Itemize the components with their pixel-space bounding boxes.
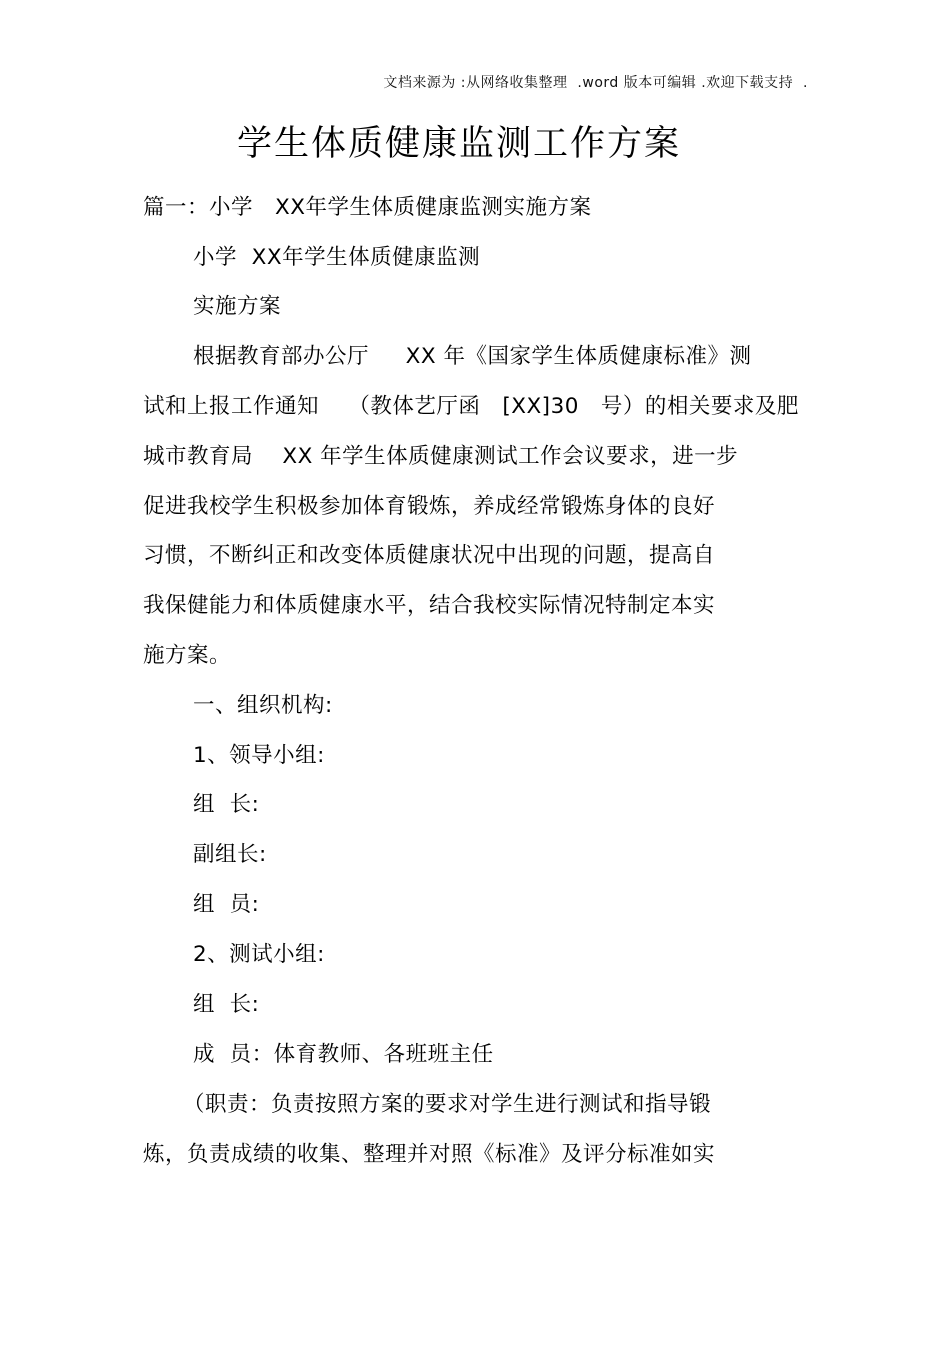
paragraph-line: 促进我校学生积极参加体育锻炼，养成经常锻炼身体的良好 [143, 494, 716, 519]
subtitle-line: 实施方案 [193, 294, 282, 319]
list-item: 副组长: [193, 842, 267, 867]
document-title: 学生体质健康监测工作方案 [236, 124, 681, 164]
list-item: 2、测试小组: [193, 942, 325, 967]
list-item: 组 长: [193, 792, 260, 817]
paragraph-line: 城市教育局 XX 年学生体质健康测试工作会议要求，进一步 [143, 444, 739, 469]
paragraph-line: 炼，负责成绩的收集、整理并对照《标准》及评分标准如实 [143, 1142, 716, 1167]
list-item: 组 长: [193, 992, 260, 1017]
list-item: 成 员：体育教师、各班班主任 [193, 1042, 494, 1067]
paragraph-line: （职责：负责按照方案的要求对学生进行测试和指导锻 [183, 1092, 712, 1117]
section-heading: 一、组织机构: [193, 693, 333, 718]
list-item: 组 员: [193, 892, 260, 917]
header-source-note: 文档来源为 :从网络收集整理 .word 版本可编辑 .欢迎下载支持 . [383, 75, 808, 91]
paragraph-line: 我保健能力和体质健康水平，结合我校实际情况特制定本实 [143, 593, 716, 618]
paragraph-line: 习惯，不断纠正和改变体质健康状况中出现的问题，提高自 [143, 543, 716, 568]
paragraph-line: 施方案。 [143, 643, 232, 668]
paragraph-line: 试和上报工作通知 （教体艺厅函 [XX]30 号）的相关要求及肥 [143, 394, 799, 419]
paragraph-line: 根据教育部办公厅 XX 年《国家学生体质健康标准》测 [193, 344, 752, 369]
subtitle-line: 小学 XX年学生体质健康监测 [193, 245, 481, 270]
list-item: 1、领导小组: [193, 743, 325, 768]
section-heading: 篇一：小学 XX年学生体质健康监测实施方案 [143, 195, 592, 220]
